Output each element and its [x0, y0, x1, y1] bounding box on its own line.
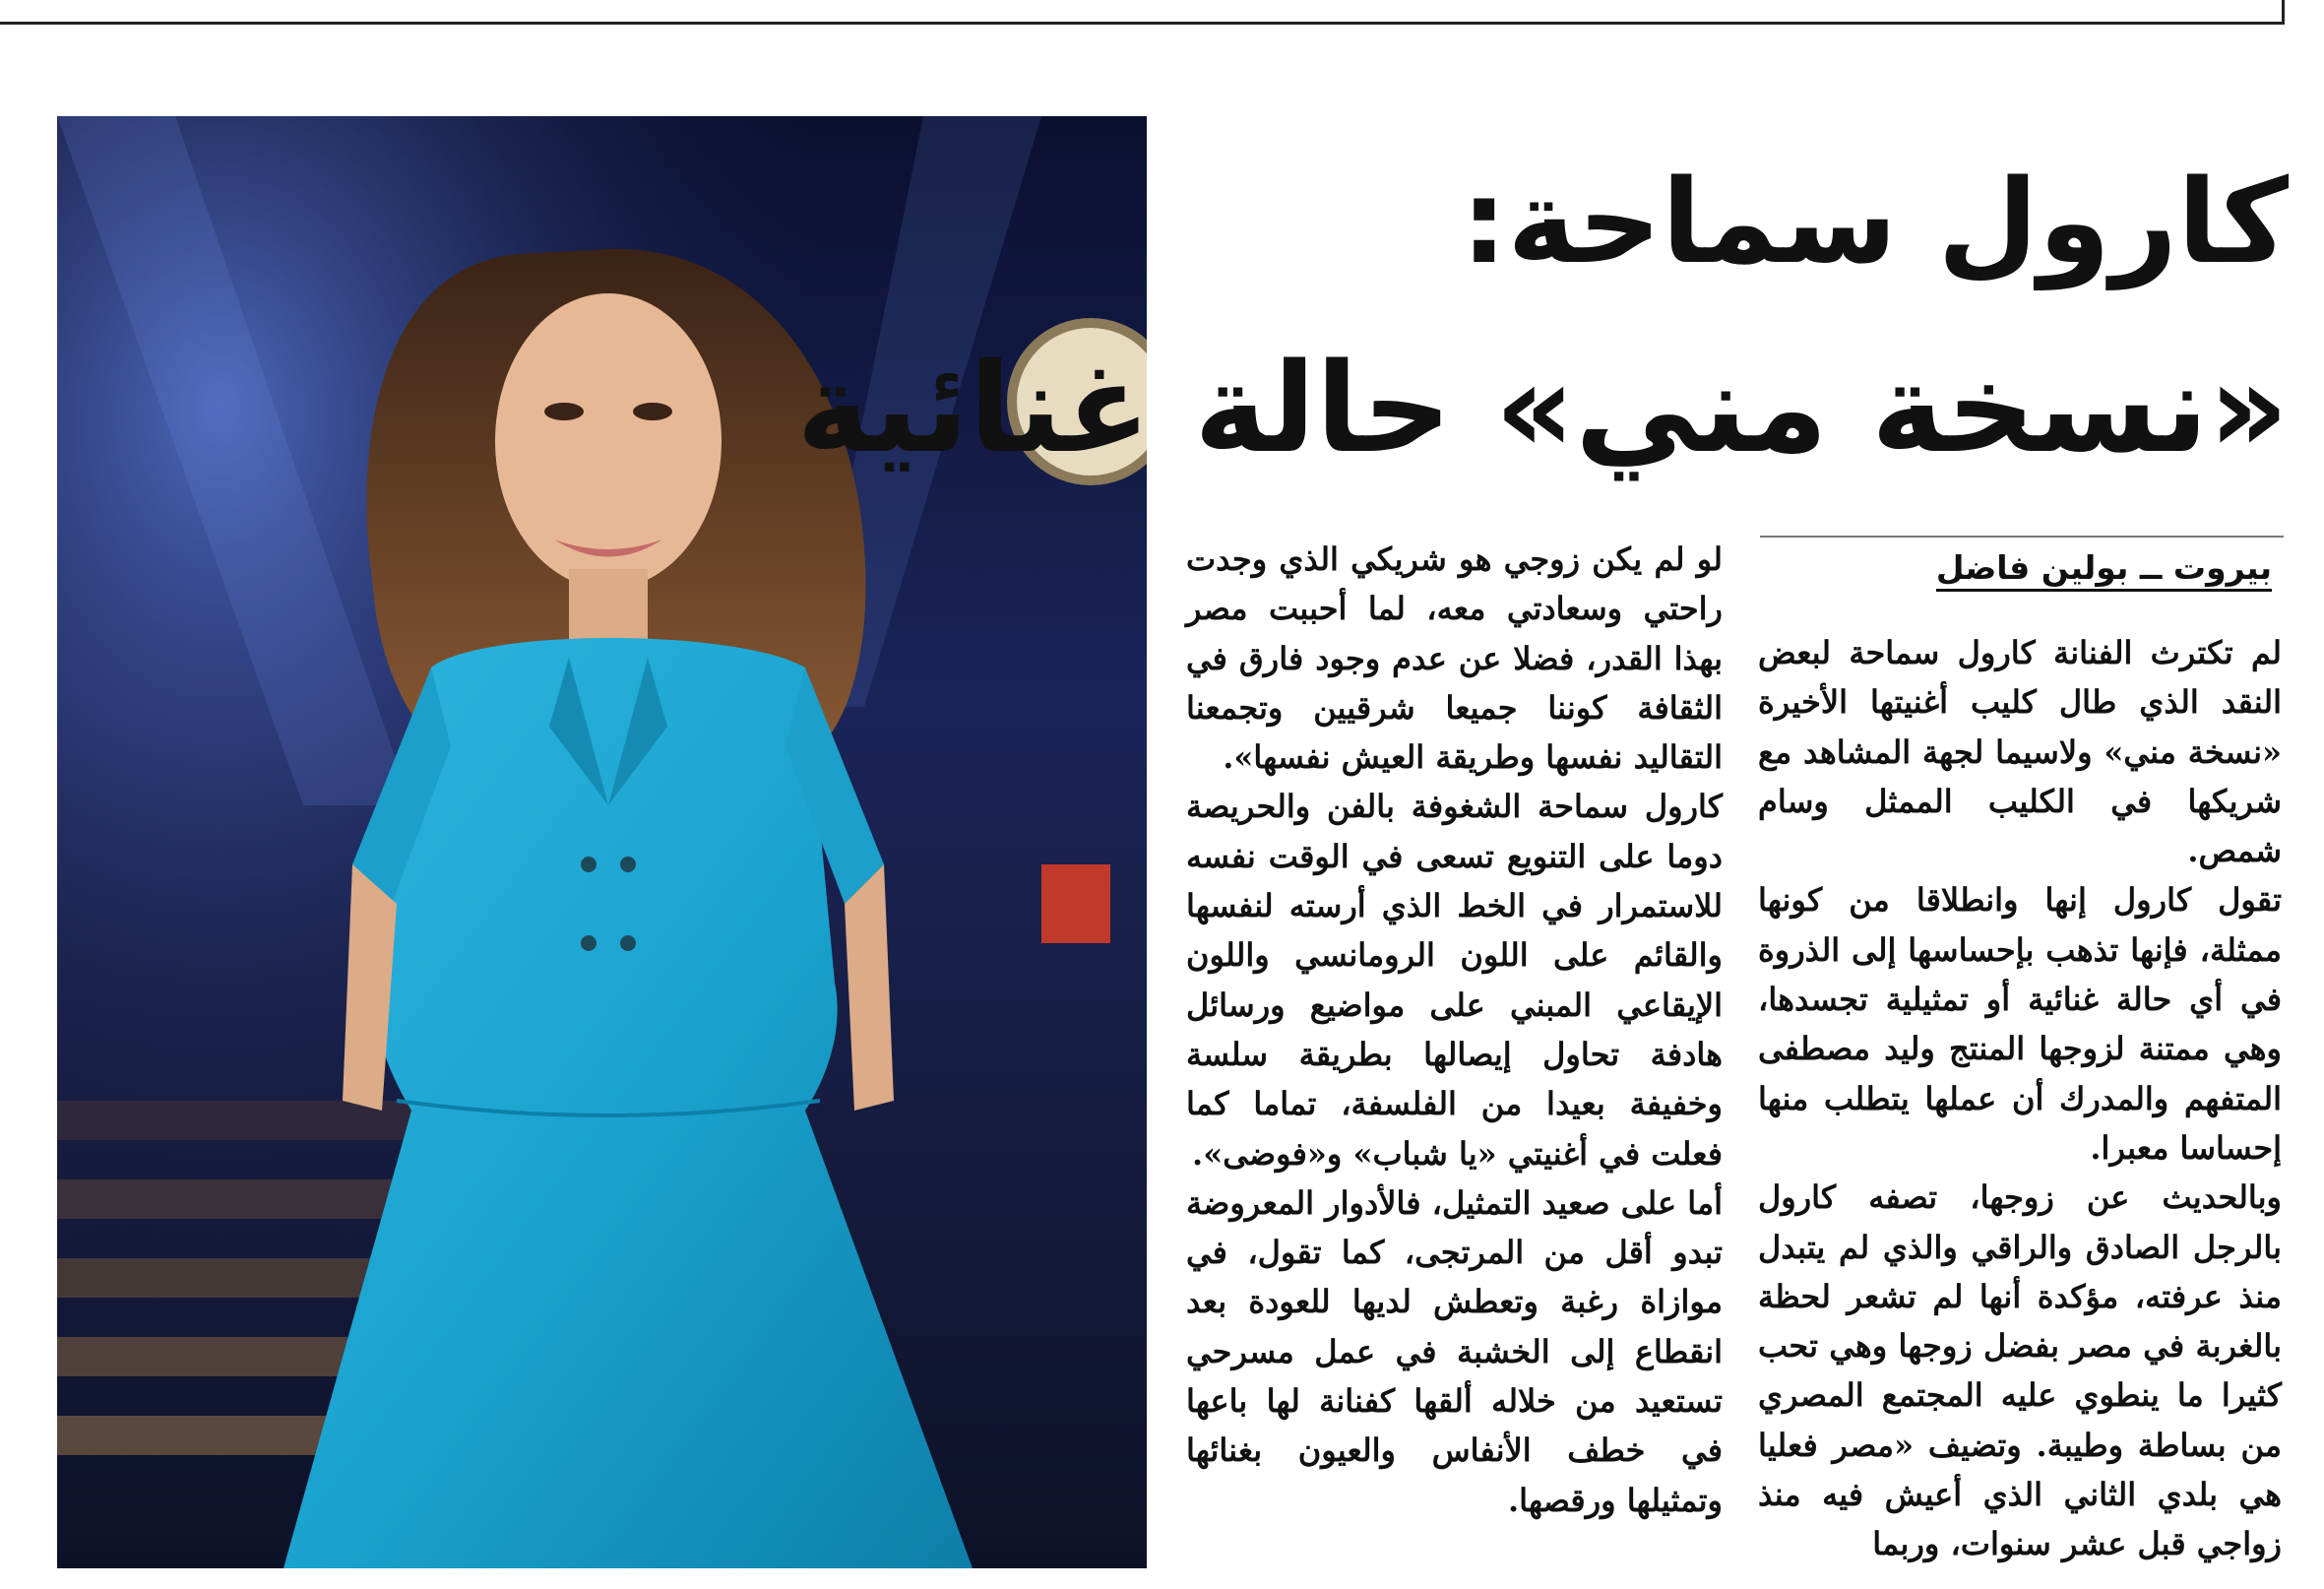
paragraph: وبالحديث عن زوجها، تصفه كارول بالرجل الصادق والراقي والذي لم يتبدل منذ عرفته، مؤكدة أنها لم تشعر لحظة بالغربة في مصر بفضل زوجها وهي تحب كثيرا ما ينطوي عليه المجتمع المصري من بساطة وطيبة. وتضيف «مصر فعليا هي بلدي الثاني الذي أعيش فيه منذ زواجي قبل عشر سنوات، وربما	[1758, 1178, 2282, 1563]
byline	[1760, 543, 2272, 593]
article-column-left	[1186, 535, 1723, 1525]
paragraph: لو لم يكن زوجي هو شريكي الذي وجدت راحتي وسعادتي معه، لما أحببت مصر بهذا القدر، فضلا عن عدم وجود فارق في الثقافة كوننا جميعا شرقيين وتجمعنا التقاليد نفسها وطريقة العيش نفسها».	[1186, 540, 1723, 777]
byline-text: بيروت ــ بولين فاضل	[1936, 548, 2272, 592]
byline-rule	[1760, 536, 2284, 538]
paragraph: تقول كارول إنها وانطلاقا من كونها ممثلة، فإنها تذهب بإحساسها إلى الذروة في أي حالة غنائية أو تمثيلية تجسدها، وهي ممتنة لزوجها المنتج وليد مصطفى المتفهم والمدرك أن عملها يتطلب منها إحساسا معبرا.	[1758, 881, 2282, 1167]
article-column-right	[1758, 628, 2282, 1569]
paragraph: لم تكترث الفنانة كارول سماحة لبعض النقد الذي طال كليب أغنيتها الأخيرة «نسخة مني» ولاسيما لجهة المشاهد مع شريكها في الكليب الممثل وسام شمص.	[1758, 634, 2282, 870]
page-top-rule	[0, 0, 2285, 25]
article-headline	[796, 138, 2289, 502]
headline-line-1: كارول سماحة:	[1461, 154, 2289, 289]
paragraph: كارول سماحة الشغوفة بالفن والحريصة دوما على التنويع تسعى في الوقت نفسه للاستمرار في الخط الذي أرسته لنفسها والقائم على اللون الرومانسي واللون الإيقاعي المبني على مواضيع ورسائل هادفة تحاول إيصالها بطريقة سلسة وخفيفة بعيدا من الفلسفة، تماما كما فعلت في أغنيتي «يا شباب» و«فوضى».	[1186, 788, 1723, 1173]
headline-line-2: «نسخة مني» حالة غنائية	[796, 336, 2289, 480]
paragraph: أما على صعيد التمثيل، فالأدوار المعروضة تبدو أقل من المرتجى، كما تقول، في موازاة رغبة وتعطش لديها للعودة بعد انقطاع إلى الخشبة في عمل مسرحي تستعيد من خلاله ألقها كفنانة لها باعها في خطف الأنفاس والعيون بغنائها وتمثيلها ورقصها.	[1186, 1183, 1723, 1519]
